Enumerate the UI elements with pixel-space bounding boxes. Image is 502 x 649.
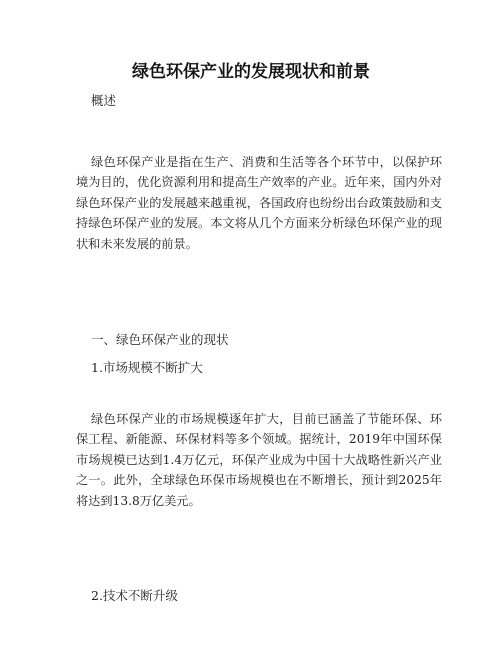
section-heading-current-status: 一、绿色环保产业的现状 [91,332,229,347]
overview-label: 概述 [91,93,117,108]
subsection-heading-market-scale: 1.市场规模不断扩大 [91,360,203,375]
subsection-heading-technology-upgrade: 2.技术不断升级 [91,588,178,603]
overview-paragraph: 绿色环保产业是指在生产、消费和生活等各个环节中，以保护环境为目的，优化资源利用和提高生产效率的产业。近年来，国内外对绿色环保产业的发展越来越重视，各国政府也纷纷出台政策鼓励和支持绿色环保产业的发展。本文将从几个方面来分析绿色环保产业的现状和未来发展的前景。 [76,155,442,251]
document-title: 绿色环保产业的发展现状和前景 [132,62,370,82]
market-scale-paragraph: 绿色环保产业的市场规模逐年扩大，目前已涵盖了节能环保、环保工程、新能源、环保材料等多个领域。据统计，2019年中国环保市场规模已达到1.4万亿元，环保产业成为中国十大战略性新兴产业之一。此外，全球绿色环保市场规模也在不断增长，预计到2025年将达到13.8万亿美元。 [76,412,442,508]
